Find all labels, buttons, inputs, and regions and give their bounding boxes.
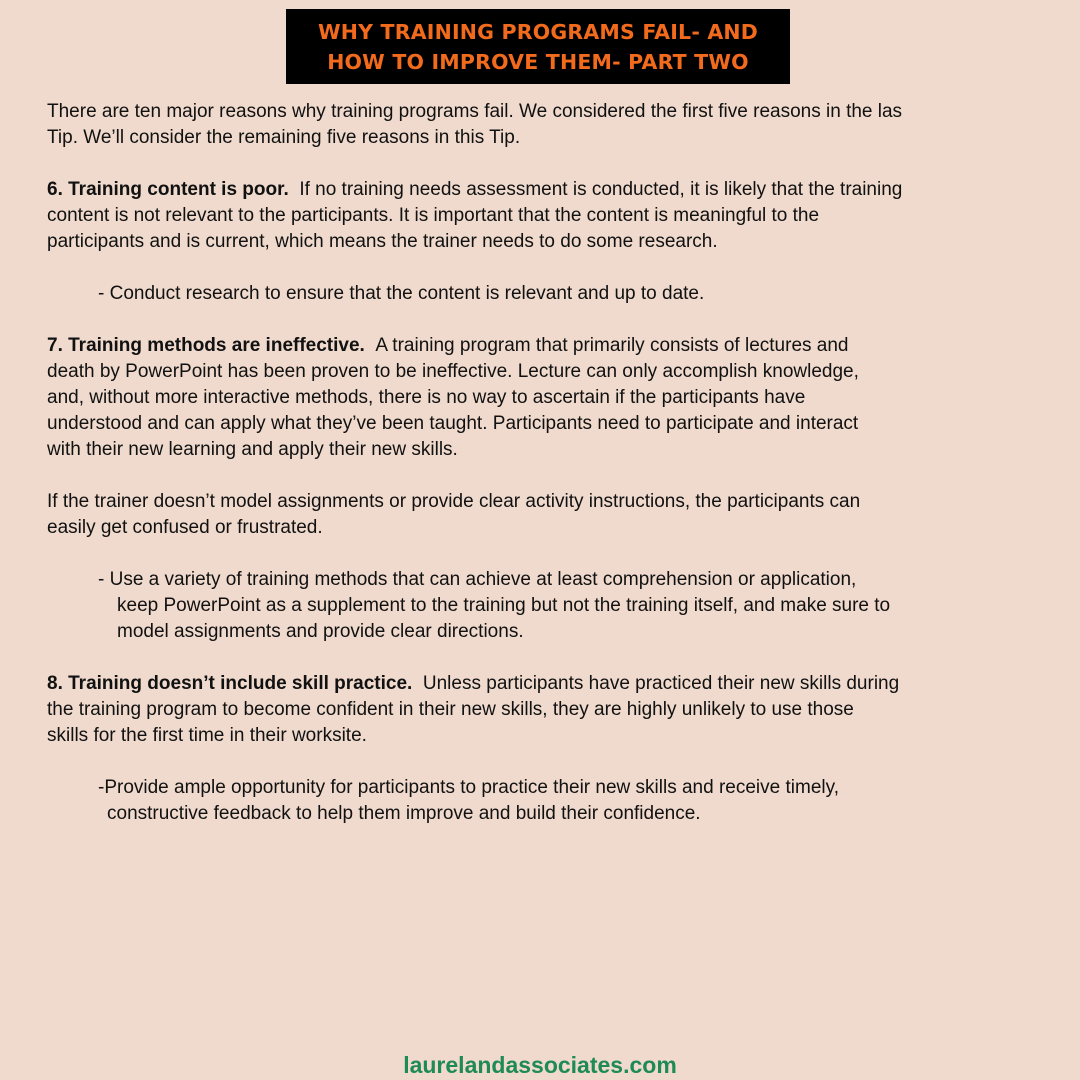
- title-line-1: WHY TRAINING PROGRAMS FAIL- AND: [317, 20, 759, 44]
- section-7-tip-line-1: - Use a variety of training methods that can achieve at least comprehension or application,: [98, 569, 857, 590]
- intro-paragraph: [47, 99, 1037, 151]
- article-body: [47, 99, 1037, 853]
- title-line-2: HOW TO IMPROVE THEM- PART TWO: [327, 50, 749, 74]
- section-6-line-2: content is not relevant to the participants. It is important that the content is meaningful to the: [47, 205, 820, 226]
- section-8-line-2: the training program to become confident in their new skills, they are highly unlikely to use those: [47, 699, 854, 720]
- section-6-tip-text: - Conduct research to ensure that the content is relevant and up to date.: [98, 283, 705, 304]
- section-7-line-1: A training program that primarily consists of lectures and: [375, 335, 849, 356]
- intro-line-1: There are ten major reasons why training programs fail. We considered the first five reasons in the las: [47, 101, 903, 122]
- section-7-para2-line-1: If the trainer doesn’t model assignments or provide clear activity instructions, the participants can: [47, 491, 861, 512]
- section-8-tip-line-2: constructive feedback to help them improve and build their confidence.: [107, 803, 701, 824]
- section-8-tip-line-1: -Provide ample opportunity for participants to practice their new skills and receive timely,: [98, 777, 839, 798]
- intro-line-2: Tip. We’ll consider the remaining five reasons in this Tip.: [47, 127, 521, 148]
- section-6-line-1: If no training needs assessment is conducted, it is likely that the training: [299, 179, 903, 200]
- section-7-heading: 7. Training methods are ineffective.: [47, 335, 365, 356]
- section-7-tip-line-3: model assignments and provide clear directions.: [117, 621, 524, 642]
- section-8-line-3: skills for the first time in their worksite.: [47, 725, 367, 746]
- section-7-line-2: death by PowerPoint has been proven to be ineffective. Lecture can only accomplish knowledge,: [47, 361, 859, 382]
- section-6-heading: 6. Training content is poor.: [47, 179, 289, 200]
- section-7-tip: [98, 567, 1037, 645]
- section-6-paragraph: [47, 177, 1037, 255]
- section-7-paragraph-2: [47, 489, 1037, 541]
- section-7-line-3: and, without more interactive methods, there is no way to ascertain if the participants have: [47, 387, 806, 408]
- section-8-line-1: Unless participants have practiced their new skills during: [422, 673, 900, 694]
- section-7-para2-line-2: easily get confused or frustrated.: [47, 517, 323, 538]
- section-8-tip: [98, 775, 1037, 827]
- section-7-paragraph: [47, 333, 1037, 463]
- section-6-line-3: participants and is current, which means the trainer needs to do some research.: [47, 231, 718, 252]
- section-8-heading: 8. Training doesn’t include skill practice.: [47, 673, 413, 694]
- section-7-line-4: understood and can apply what they’ve been taught. Participants need to participate and interact: [47, 413, 859, 434]
- section-8-paragraph: [47, 671, 1037, 749]
- footer-website: laurelandassociates.com: [403, 1052, 677, 1078]
- section-7-tip-line-2: keep PowerPoint as a supplement to the training but not the training itself, and make sure to: [117, 595, 891, 616]
- section-6-tip: [98, 281, 1037, 307]
- section-7-line-5: with their new learning and apply their new skills.: [47, 439, 458, 460]
- title-banner: [286, 9, 790, 84]
